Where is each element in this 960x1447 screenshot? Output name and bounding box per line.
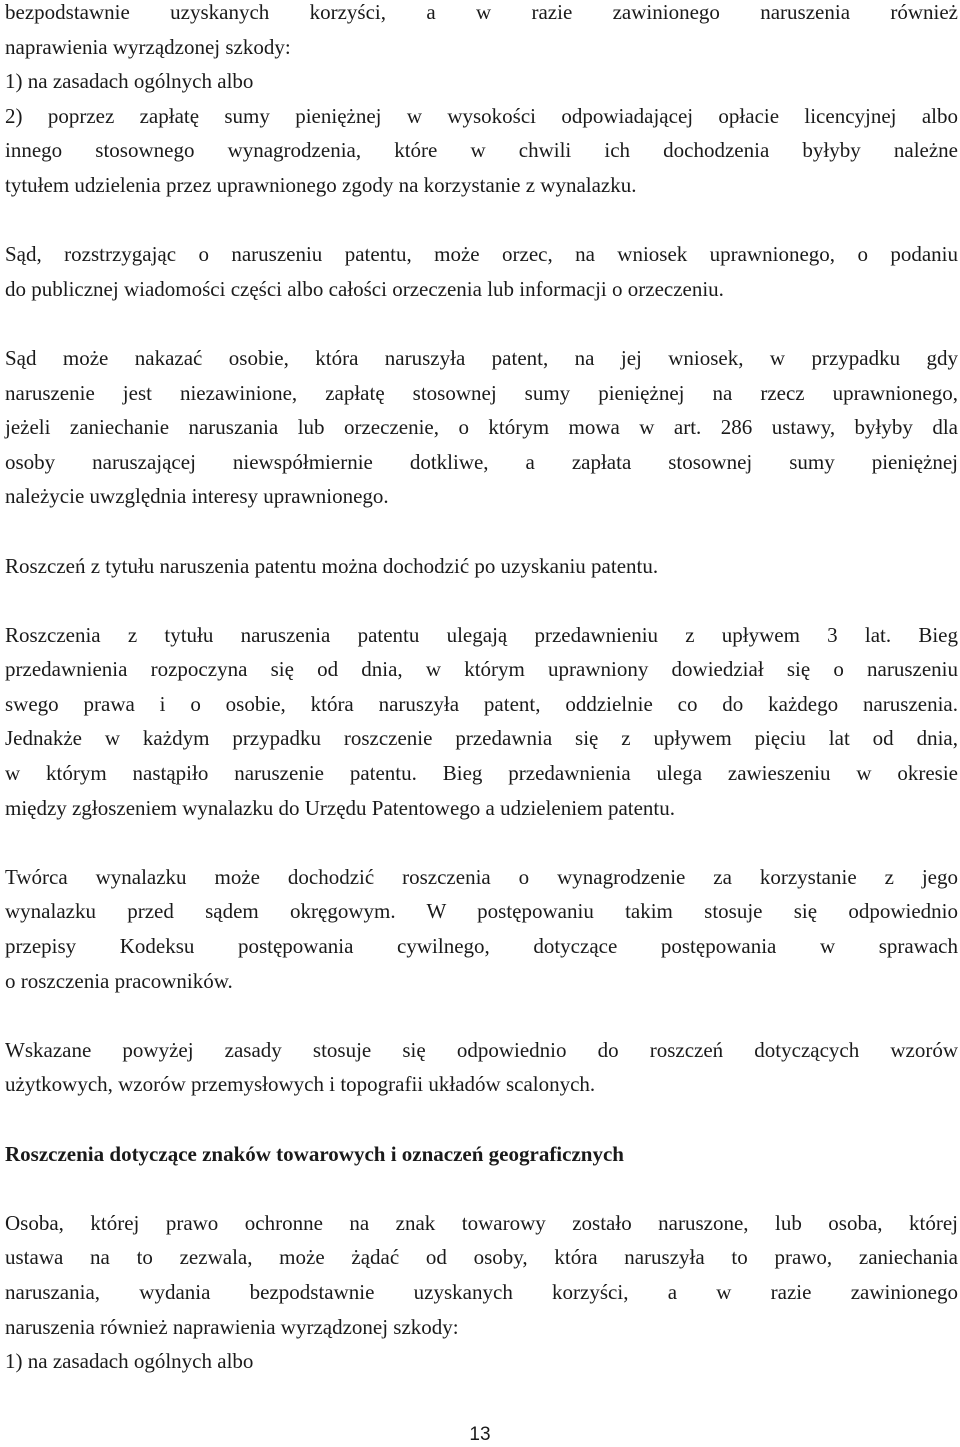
text-line: przedawnienia rozpoczyna się od dnia, w którym uprawniony dowiedział się o naruszeniu [5, 657, 958, 682]
text-line: Roszczenia dotyczące znaków towarowych i oznaczeń geograficznych [5, 1141, 624, 1166]
text-line: Jednakże w każdym przypadku roszczenie przedawnia się z upływem pięciu lat od dnia, [5, 726, 958, 751]
text-line: swego prawa i o osobie, która naruszyła patent, oddzielnie co do każdego naruszenia. [5, 691, 958, 716]
text-line: przepisy Kodeksu postępowania cywilnego, dotyczące postępowania w sprawach [5, 934, 958, 959]
text-line: tytułem udzielenia przez uprawnionego zgody na korzystanie z wynalazku. [5, 172, 637, 197]
body-paragraph [5, 1206, 958, 1379]
paragraph-spacer [5, 514, 958, 549]
paragraph-spacer [5, 1102, 958, 1137]
paragraph-spacer [5, 998, 958, 1033]
text-line: między zgłoszeniem wynalazku do Urzędu Patentowego a udzieleniem patentu. [5, 795, 676, 820]
text-line: Wskazane powyżej zasady stosuje się odpowiednio do roszczeń dotyczących wzorów [5, 1037, 958, 1062]
text-line: jeżeli zaniechanie naruszania lub orzeczenie, o którym mowa w art. 286 ustawy, byłyby dla [5, 415, 958, 440]
paragraph-spacer [5, 1171, 958, 1206]
text-line: należycie uwzględnia interesy uprawnionego. [5, 484, 389, 509]
text-line: wynalazku przed sądem okręgowym. W postępowaniu takim stosuje się odpowiednio [5, 899, 958, 924]
text-line: 1) na zasadach ogólnych albo [5, 69, 254, 94]
text-line: użytkowych, wzorów przemysłowych i topografii układów scalonych. [5, 1072, 596, 1097]
page-number: 13 [469, 1424, 491, 1445]
text-line: osoby naruszającej niewspółmiernie dotkliwe, a zapłata stosownej sumy pieniężnej [5, 449, 958, 474]
text-line: naruszenie jest niezawinione, zapłatę stosownej sumy pieniężnej na rzecz uprawnionego, [5, 380, 958, 405]
text-line: 1) na zasadach ogólnych albo [5, 1349, 254, 1374]
paragraph-spacer [5, 306, 958, 341]
body-paragraph [5, 549, 958, 584]
text-line: Roszczenia z tytułu naruszenia patentu ulegają przedawnieniu z upływem 3 lat. Bieg [5, 622, 958, 647]
text-line: w którym nastąpiło naruszenie patentu. Bieg przedawnienia ulega zawieszeniu w okresie [5, 761, 958, 786]
text-line: naruszania, wydania bezpodstawnie uzyskanych korzyści, a w razie zawinionego [5, 1279, 958, 1304]
text-line: Sąd, rozstrzygając o naruszeniu patentu, może orzec, na wniosek uprawnionego, o podaniu [5, 242, 958, 267]
text-line: Roszczeń z tytułu naruszenia patentu można dochodzić po uzyskaniu patentu. [5, 553, 659, 578]
body-paragraph [5, 618, 958, 826]
section-heading [5, 1137, 958, 1172]
text-line: Twórca wynalazku może dochodzić roszczenia o wynagrodzenie za korzystanie z jego [5, 864, 958, 889]
text-line: ustawa na to zezwala, może żądać od osoby, która naruszyła to prawo, zaniechania [5, 1245, 958, 1270]
paragraph-spacer [5, 203, 958, 238]
body-paragraph [5, 237, 958, 306]
text-line: do publicznej wiadomości części albo całości orzeczenia lub informacji o orzeczeniu. [5, 276, 724, 301]
text-line: Sąd może nakazać osobie, która naruszyła patent, na jej wniosek, w przypadku gdy [5, 345, 958, 370]
text-line: o roszczenia pracowników. [5, 968, 233, 993]
paragraph-spacer [5, 583, 958, 618]
body-paragraph [5, 1033, 958, 1102]
text-line: naprawienia wyrządzonej szkody: [5, 34, 291, 59]
body-paragraph [5, 860, 958, 998]
text-line: innego stosownego wynagrodzenia, które w chwili ich dochodzenia byłyby należne [5, 138, 958, 163]
text-line: Osoba, której prawo ochronne na znak towarowy zostało naruszone, lub osoba, której [5, 1210, 958, 1235]
text-line: bezpodstawnie uzyskanych korzyści, a w razie zawinionego naruszenia również [5, 0, 958, 24]
text-line: naruszenia również naprawienia wyrządzonej szkody: [5, 1314, 459, 1339]
body-paragraph [5, 341, 958, 514]
body-paragraph [5, 0, 958, 203]
paragraph-spacer [5, 825, 958, 860]
text-line: 2) poprzez zapłatę sumy pieniężnej w wysokości odpowiadającej opłacie licencyjnej albo [5, 103, 958, 128]
document-page [5, 0, 958, 1379]
